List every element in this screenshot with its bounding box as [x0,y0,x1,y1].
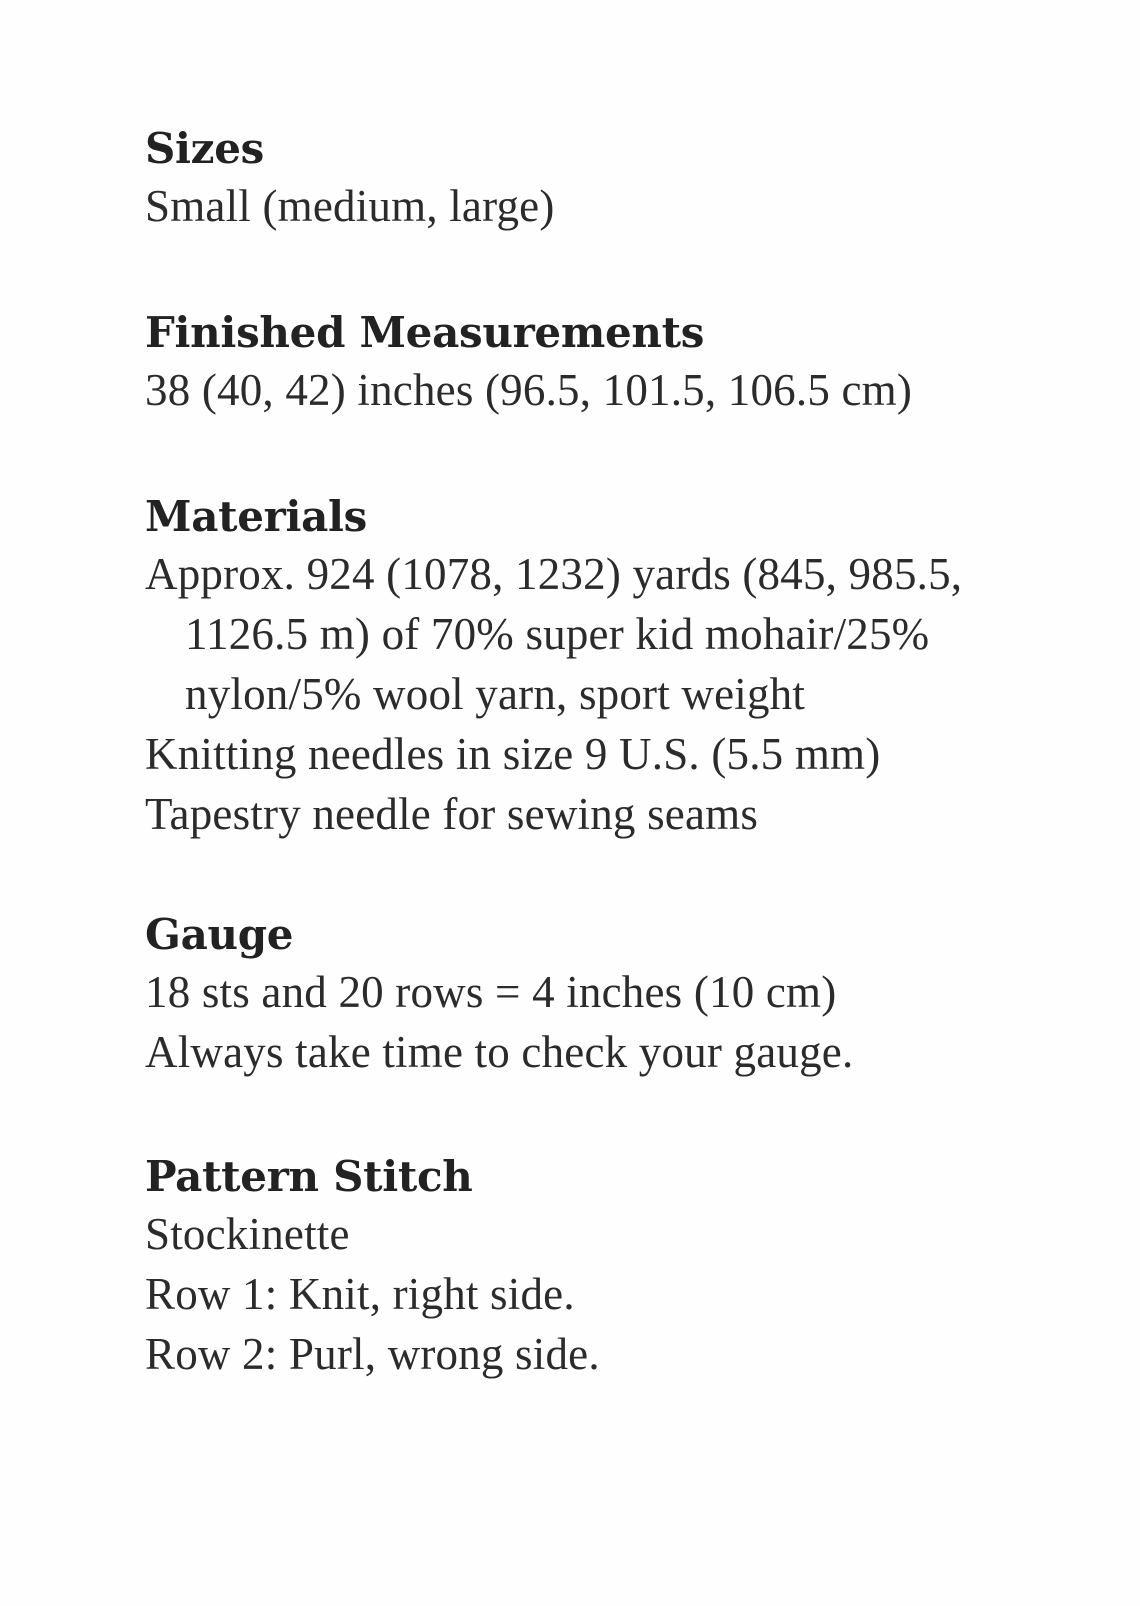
section-gauge [145,908,1105,1082]
heading-materials: Materials [145,492,368,541]
section-sizes [145,122,1105,236]
materials-line: 1126.5 m) of 70% super kid mohair/25% [185,609,930,659]
finished-measurements-text: 38 (40, 42) inches (96.5, 101.5, 106.5 cm) [145,365,913,415]
pattern-line: Row 2: Purl, wrong side. [145,1329,600,1379]
materials-line: Knitting needles in size 9 U.S. (5.5 mm) [145,729,881,779]
section-pattern-stitch [145,1150,1105,1384]
section-finished-measurements [145,306,1105,420]
materials-line: Approx. 924 (1078, 1232) yards (845, 985.5, [145,549,963,599]
section-materials [145,490,1105,844]
heading-pattern-stitch: Pattern Stitch [145,1152,473,1201]
sizes-text: Small (medium, large) [145,181,555,231]
pattern-line: Stockinette [145,1209,350,1259]
materials-line: nylon/5% wool yarn, sport weight [185,669,806,719]
heading-gauge: Gauge [145,910,294,959]
gauge-line: Always take time to check your gauge. [145,1027,854,1077]
pattern-line: Row 1: Knit, right side. [145,1269,575,1319]
heading-finished-measurements: Finished Measurements [145,308,705,357]
materials-line: Tapestry needle for sewing seams [145,789,759,839]
gauge-line: 18 sts and 20 rows = 4 inches (10 cm) [145,967,837,1017]
heading-sizes: Sizes [145,124,265,173]
